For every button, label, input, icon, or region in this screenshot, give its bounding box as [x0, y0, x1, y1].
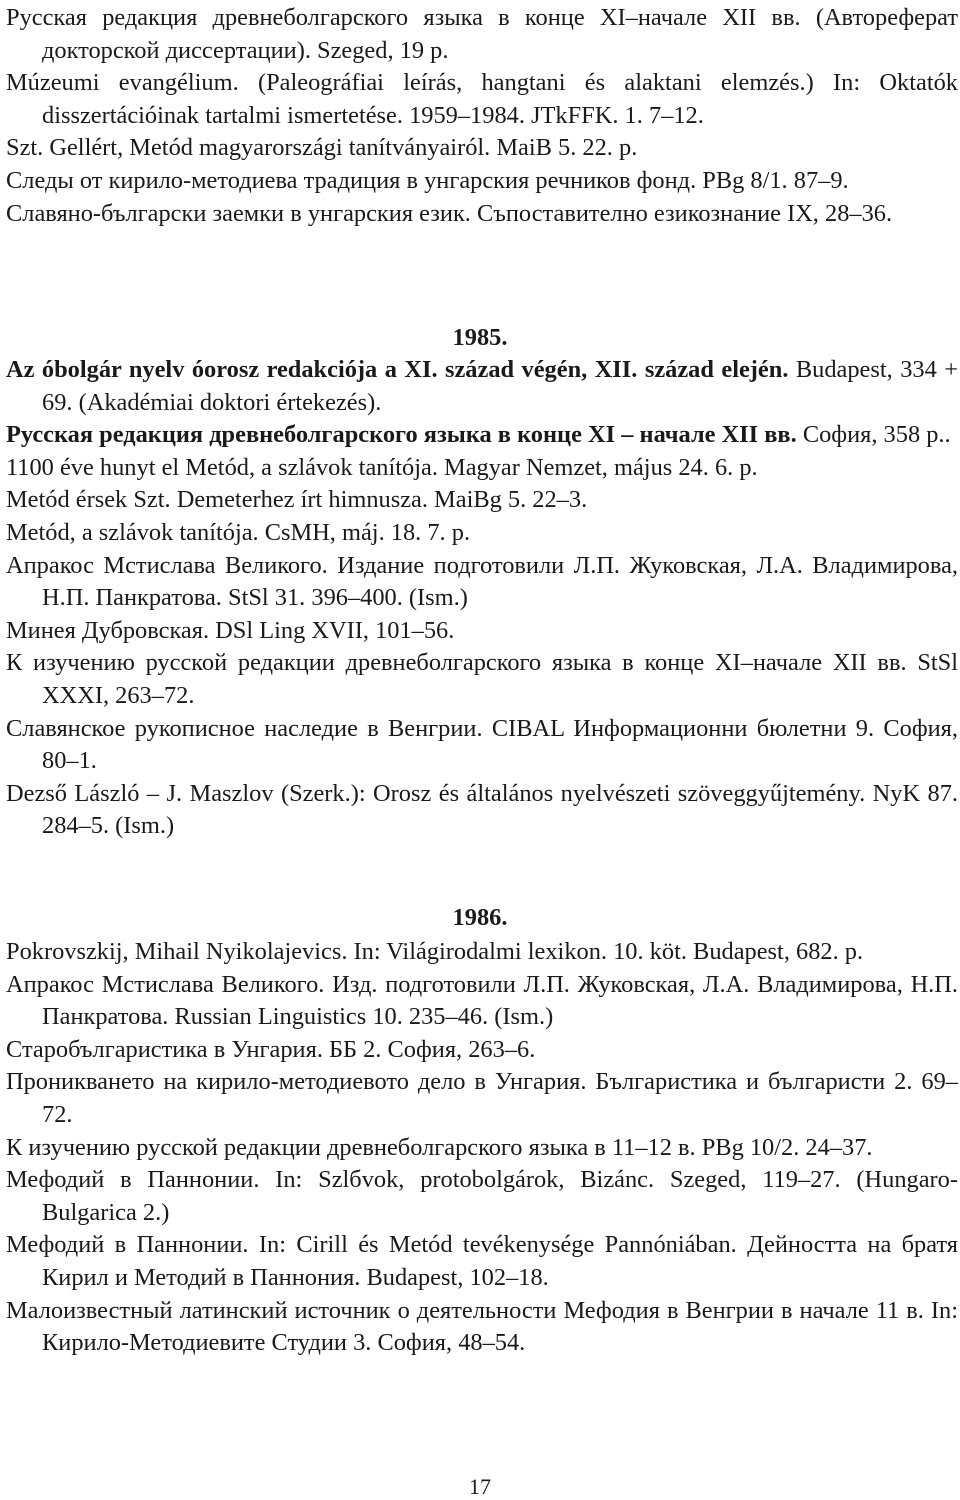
- bib-entry-text: Budapest, 334 + 69. (Akadémiai doktori értekezés).: [42, 356, 958, 416]
- bib-entry: Szt. Gellért, Metód magyarországi tanítványairól. MaiB 5. 22. p.: [6, 134, 638, 162]
- bib-entry: Pokrovszkij, Mihail Nyikolajevics. In: Világirodalmi lexikon. 10. köt. Budapest, 682. p.: [6, 938, 864, 965]
- bib-entry: Metód érsek Szt. Demeterhez írt himnusza. MaiBg 5. 22–3.: [6, 486, 588, 514]
- bib-entry: Dezső László – J. Maszlov (Szerk.): Orosz és általános nyelvészeti szöveggyűjtemény. NyK 87. 284–5. (Ism.): [6, 779, 958, 840]
- bib-entry: Славянское рукописное наследие в Венгрии. CIBAL Информационни бюлетни 9. София, 80–1.: [6, 714, 958, 775]
- bib-entry: К изучению русской редакции древнеболгарского языка в конце XI–начале XII вв. StSl XXXI, 263–72.: [6, 649, 958, 709]
- bib-entry: Старобългаристика в Унгария. ББ 2. София, 263–6.: [6, 1035, 536, 1063]
- bib-entry-text: София, 358 p..: [796, 421, 951, 449]
- bib-entry: Апракос Мстислава Великого. Изд. подготовили Л.П. Жуковская, Л.А. Владимирова, Н.П. Панкратова. Russian Linguistics 10. 235–46. (Ism.): [6, 970, 958, 1031]
- bib-entry: [6, 354, 958, 419]
- entries-1986: [6, 936, 958, 1360]
- bib-entry: Русская редакция древнеболгарского языка в конце XI–начале XII вв. (Автореферат докторской диссертации). Szeged, 19 p.: [6, 4, 958, 64]
- bib-entry: Славяно-български заемки в унгарския език. Съпоставително езикознание IX, 28–36.: [6, 199, 893, 227]
- bib-entry-title: Az óbolgár nyelv óorosz redakciója a XI. század végén, XII. század elején.: [6, 356, 789, 383]
- year-heading-1985: 1985.: [452, 324, 508, 351]
- bib-entry: 1100 éve hunyt el Metód, a szlávok tanítója. Magyar Nemzet, május 24. 6. p.: [6, 453, 758, 481]
- entries-1985: [6, 354, 958, 843]
- page-number: 17: [469, 1474, 491, 1499]
- bib-entry-title: Русская редакция древнеболгарского языка в конце XI – начале XII вв.: [6, 421, 797, 449]
- bib-entry: Metód, a szlávok tanítója. CsMH, máj. 18. 7. p.: [6, 518, 471, 546]
- year-heading-1986: 1986.: [452, 904, 508, 931]
- bib-entry: Малоизвестный латинский источник о деятельности Мефодия в Венгрии в начале 11 в. In: Кирило-Методиевите Студии 3. София, 48–54.: [6, 1296, 958, 1357]
- top-entries: [6, 2, 958, 230]
- bib-entry: Мефодий в Паннонии. In: Cirill és Metód tevékenysége Pannóniában. Дейността на братя Кирил и Методий в Паннония. Budapest, 102–18.: [6, 1231, 958, 1291]
- bib-entry: [6, 419, 958, 452]
- bib-entry: Мефодий в Паннонии. In: Szlбvok, protobolgárok, Bizánc. Szeged, 119–27. (Hungaro-Bulgarica 2.): [6, 1166, 958, 1226]
- bib-entry: Проникването на кирило-методиевото дело в Унгария. Българистика и българисти 2. 69–72.: [6, 1068, 958, 1128]
- bib-entry: Апракос Мстислава Великого. Издание подготовили Л.П. Жуковская, Л.А. Владимирова, Н.П. Панкратова. StSl 31. 396–400. (Ism.): [6, 551, 958, 612]
- bib-entry: Múzeumi evangélium. (Paleográfiai leírás, hangtani és alaktani elemzés.) In: Oktatók disszertációinak tartalmi ismertetése. 1959–1984. JTkFFK. 1. 7–12.: [6, 69, 958, 129]
- bib-entry: Следы от кирило-методиева традиция в унгарския речников фонд. PBg 8/1. 87–9.: [6, 166, 849, 194]
- bib-entry: Минея Дубровская. DSl Ling XVII, 101–56.: [6, 616, 455, 644]
- bib-entry: К изучению русской редакции древнеболгарского языка в 11–12 в. PBg 10/2. 24–37.: [6, 1133, 873, 1161]
